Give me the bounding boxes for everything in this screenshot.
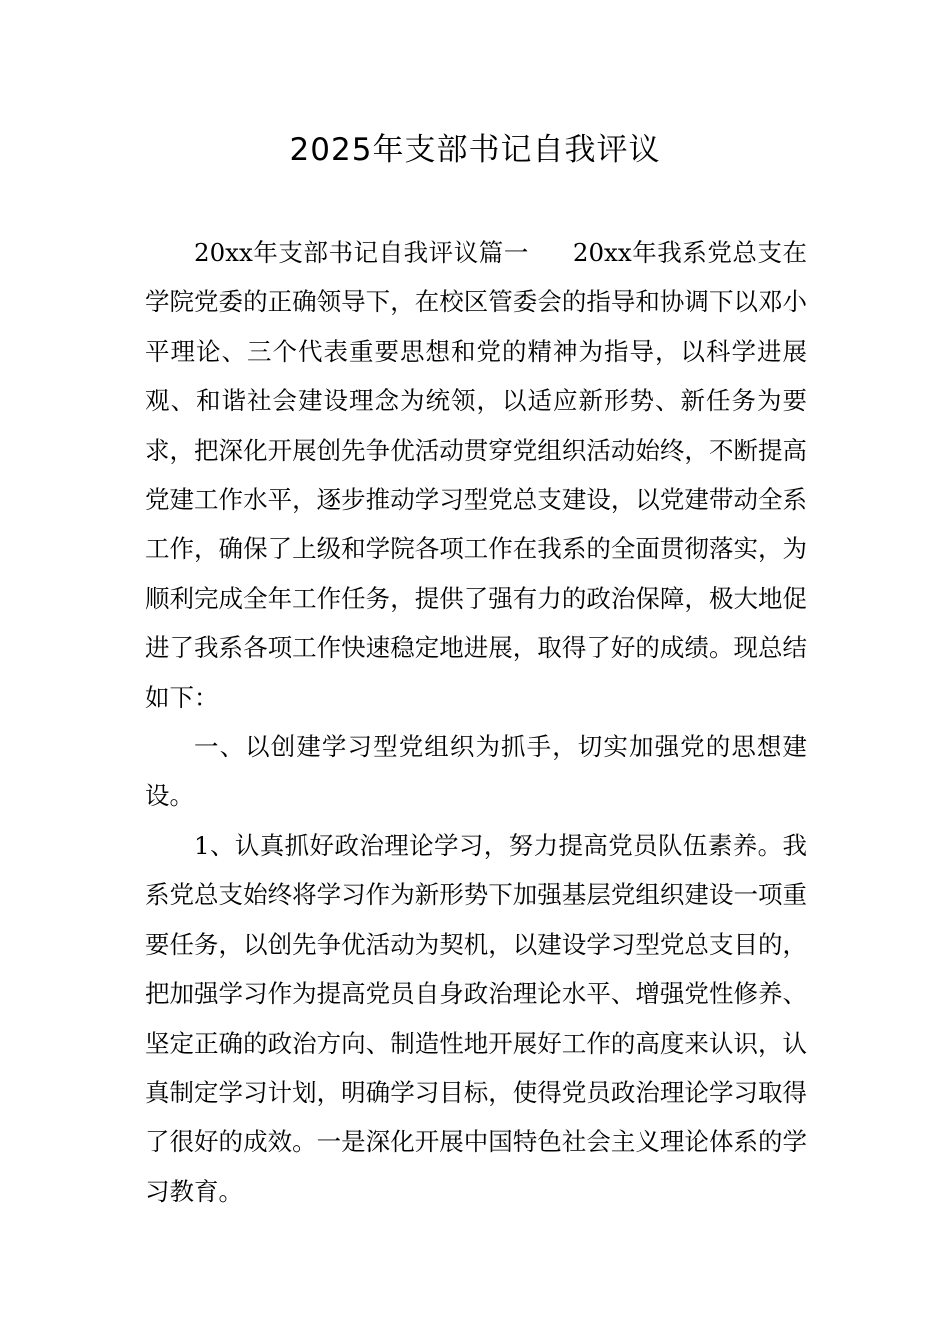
paragraph-intro: [145, 228, 807, 722]
section-heading-1: 一、以创建学习型党组织为抓手，切实加强党的思想建设。: [145, 732, 807, 811]
intro-heading: 20xx年支部书记自我评议篇一: [194, 238, 529, 267]
paragraph-2: 1、认真抓好政治理论学习，努力提高党员队伍素养。我系党总支始终将学习作为新形势下加强基层党组织建设一项重要任务，以创先争优活动为契机，以建设学习型党总支目的，把加强学习作为提高党员自身政治理论水平、增强党性修养、坚定正确的政治方向、制造性地开展好工作的高度来认识，认真制定学习计划，明确学习目标，使得党员政治理论学习取得了很好的成效。一是深化开展中国特色社会主义理论体系的学习教育。: [145, 830, 807, 1206]
document-body: [145, 228, 807, 1216]
document-title: 2025年支部书记自我评议: [289, 132, 661, 168]
paragraph-1-text: 20xx年我系党总支在学院党委的正确领导下，在校区管委会的指导和协调下以邓小平理论、三个代表重要思想和党的精神为指导，以科学进展观、和谐社会建设理念为统领，以适应新形势、新任务为要求，把深化开展创先争优活动贯穿党组织活动始终，不断提高党建工作水平，逐步推动学习型党总支建设，以党建带动全系工作，确保了上级和学院各项工作在我系的全面贯彻落实，为顺利完成全年工作任务，提供了强有力的政治保障，极大地促进了我系各项工作快速稳定地进展，取得了好的成绩。现总结如下：: [145, 238, 808, 712]
